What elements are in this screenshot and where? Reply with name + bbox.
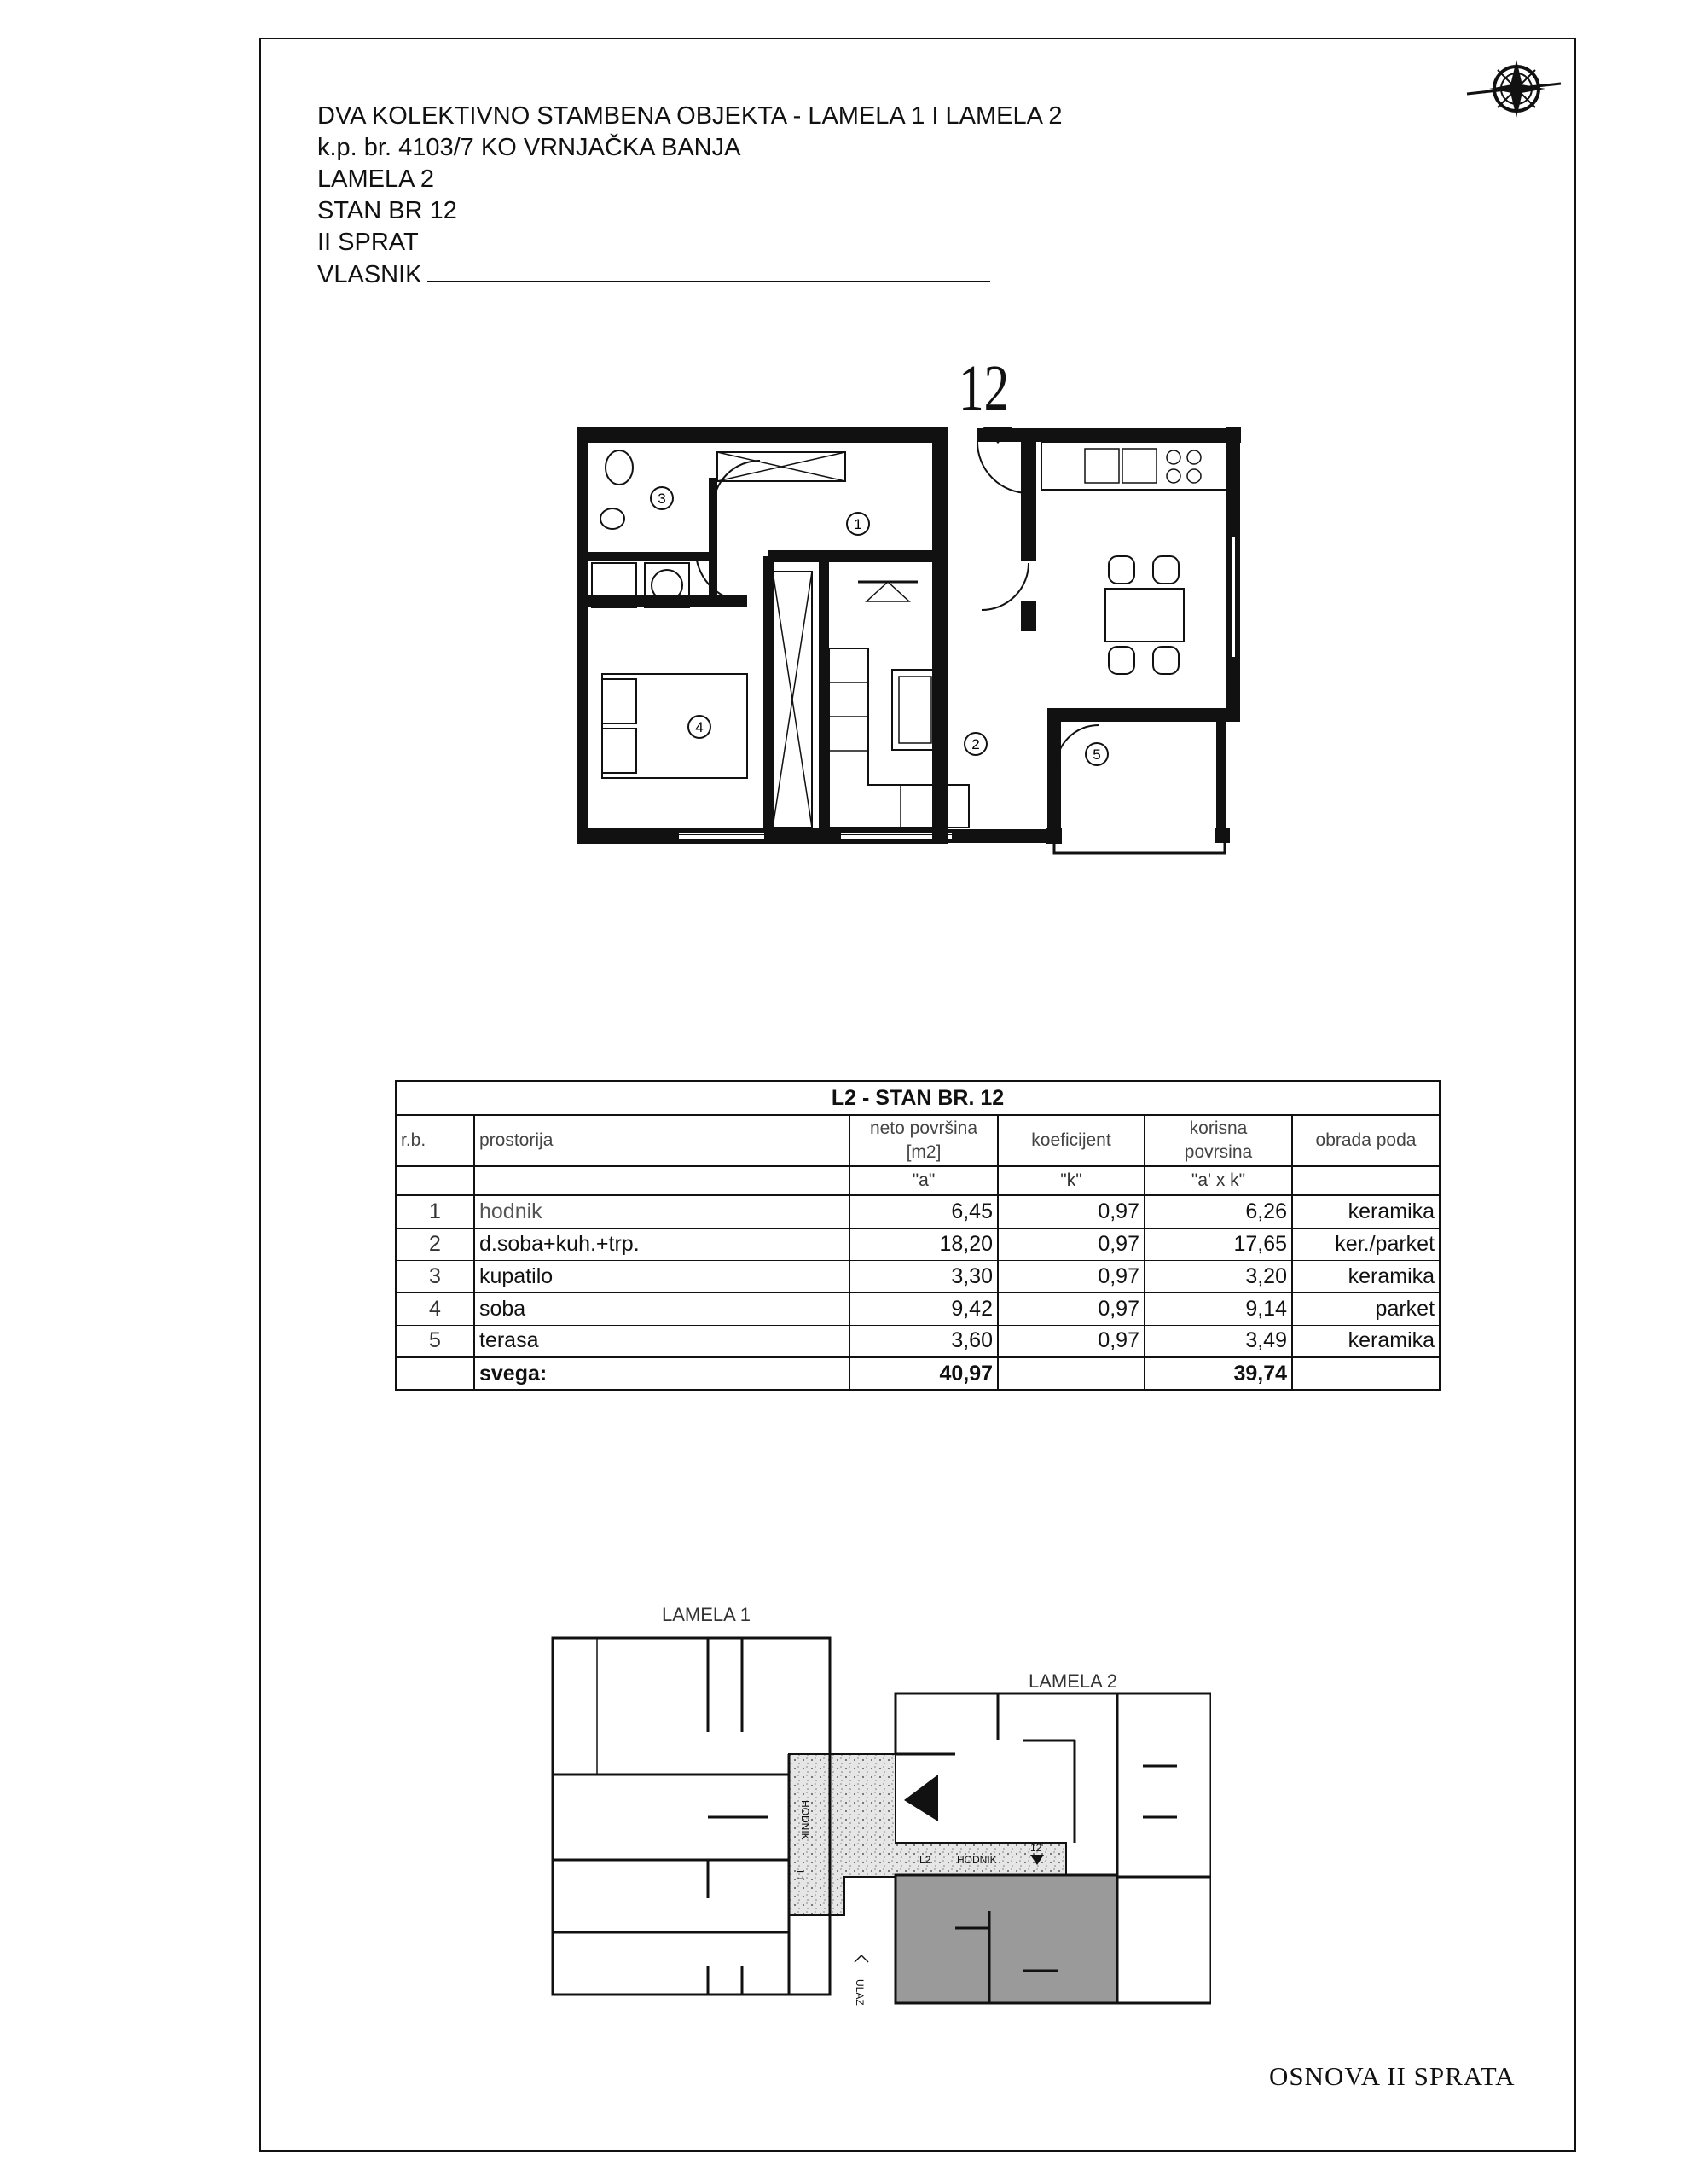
row-number: 4 xyxy=(396,1292,474,1325)
lamela1-label: LAMELA 1 xyxy=(662,1604,751,1625)
header-block xyxy=(317,101,1063,291)
lamela-label: LAMELA 2 xyxy=(317,166,435,193)
row-floor-finish: keramika xyxy=(1292,1260,1440,1292)
row-coefficient: 0,97 xyxy=(998,1292,1145,1325)
total-empty xyxy=(1292,1357,1440,1390)
header-floor-finish: obrada poda xyxy=(1292,1115,1440,1166)
total-usable-area: 39,74 xyxy=(1145,1357,1292,1390)
parcel-number: k.p. br. 4103/7 KO VRNJAČKA BANJA xyxy=(317,134,741,161)
table-row xyxy=(396,1292,1440,1325)
header-coefficient: koeficijent xyxy=(998,1115,1145,1166)
row-usable-area: 6,26 xyxy=(1145,1195,1292,1228)
row-number: 1 xyxy=(396,1195,474,1228)
highlighted-apartment-12 xyxy=(896,1875,1117,2003)
owner-signature-line xyxy=(427,258,990,282)
total-empty xyxy=(998,1357,1145,1390)
row-usable-area: 9,14 xyxy=(1145,1292,1292,1325)
owner-line xyxy=(317,258,1063,291)
header-room: prostorija xyxy=(474,1115,849,1166)
row-number: 3 xyxy=(396,1260,474,1292)
table-row xyxy=(396,1228,1440,1260)
row-room: terasa xyxy=(474,1325,849,1357)
row-usable-area: 3,20 xyxy=(1145,1260,1292,1292)
subheader-usable: "a' x k" xyxy=(1145,1166,1292,1195)
floor-overview-plan xyxy=(546,1604,1211,2013)
row-floor-finish: keramika xyxy=(1292,1325,1440,1357)
header-net-area-line2: [m2] xyxy=(906,1142,942,1162)
plan-outer-wall-left xyxy=(580,435,940,836)
row-room: hodnik xyxy=(474,1195,849,1228)
row-room: kupatilo xyxy=(474,1260,849,1292)
row-coefficient: 0,97 xyxy=(998,1228,1145,1260)
subheader-empty xyxy=(396,1166,474,1195)
corridor-label-vertical: HODNIK xyxy=(799,1800,811,1840)
total-label: svega: xyxy=(474,1357,849,1390)
subheader-empty xyxy=(1292,1166,1440,1195)
entrance-label: ULAZ xyxy=(854,1979,866,2006)
row-floor-finish: parket xyxy=(1292,1292,1440,1325)
subheader-net-area: "a" xyxy=(849,1166,998,1195)
l2-tag: L2 xyxy=(919,1854,931,1866)
row-usable-area: 17,65 xyxy=(1145,1228,1292,1260)
room-marker-2: 2 xyxy=(971,736,980,752)
row-coefficient: 0,97 xyxy=(998,1325,1145,1357)
header-usable-line2: povrsina xyxy=(1184,1142,1253,1162)
room-marker-1: 1 xyxy=(854,516,862,532)
header-usable-line1: korisna xyxy=(1189,1118,1248,1138)
room-area-table xyxy=(395,1080,1441,1391)
table-row xyxy=(396,1260,1440,1292)
row-coefficient: 0,97 xyxy=(998,1260,1145,1292)
row-usable-area: 3,49 xyxy=(1145,1325,1292,1357)
row-net-area: 9,42 xyxy=(849,1292,998,1325)
corridor-label-horizontal: HODNIK xyxy=(957,1854,997,1866)
table-row xyxy=(396,1325,1440,1357)
row-floor-finish: ker./parket xyxy=(1292,1228,1440,1260)
header-net-area xyxy=(849,1115,998,1166)
floor-label: II SPRAT xyxy=(317,229,419,256)
table-total-row xyxy=(396,1357,1440,1390)
project-title: DVA KOLEKTIVNO STAMBENA OBJEKTA - LAMELA 1 I LAMELA 2 xyxy=(317,102,1063,130)
row-number: 5 xyxy=(396,1325,474,1357)
row-net-area: 18,20 xyxy=(849,1228,998,1260)
row-net-area: 6,45 xyxy=(849,1195,998,1228)
row-room: soba xyxy=(474,1292,849,1325)
table-title: L2 - STAN BR. 12 xyxy=(396,1081,1440,1115)
apartment-number-label: 12 xyxy=(959,352,1010,424)
header-net-area-line1: neto površina xyxy=(869,1118,978,1138)
room-marker-5: 5 xyxy=(1093,746,1101,763)
row-net-area: 3,30 xyxy=(849,1260,998,1292)
row-coefficient: 0,97 xyxy=(998,1195,1145,1228)
header-usable-area xyxy=(1145,1115,1292,1166)
row-room: d.soba+kuh.+trp. xyxy=(474,1228,849,1260)
floor-plan-caption: OSNOVA II SPRATA xyxy=(1269,2061,1516,2091)
lamela2-label: LAMELA 2 xyxy=(1029,1670,1117,1692)
total-empty xyxy=(396,1357,474,1390)
table-row xyxy=(396,1195,1440,1228)
unit-tag: 12 xyxy=(1030,1842,1042,1854)
total-net-area: 40,97 xyxy=(849,1357,998,1390)
apartment-label: STAN BR 12 xyxy=(317,197,457,224)
subheader-empty xyxy=(474,1166,849,1195)
header-rb: r.b. xyxy=(396,1115,474,1166)
apartment-floor-plan xyxy=(577,427,1242,870)
row-net-area: 3,60 xyxy=(849,1325,998,1357)
row-number: 2 xyxy=(396,1228,474,1260)
l1-tag: L1 xyxy=(794,1870,806,1882)
room-marker-4: 4 xyxy=(695,719,704,735)
owner-label: VLASNIK xyxy=(317,261,422,288)
row-floor-finish: keramika xyxy=(1292,1195,1440,1228)
north-arrow-icon xyxy=(1464,49,1564,126)
room-marker-3: 3 xyxy=(658,491,666,507)
subheader-coefficient: "k" xyxy=(998,1166,1145,1195)
